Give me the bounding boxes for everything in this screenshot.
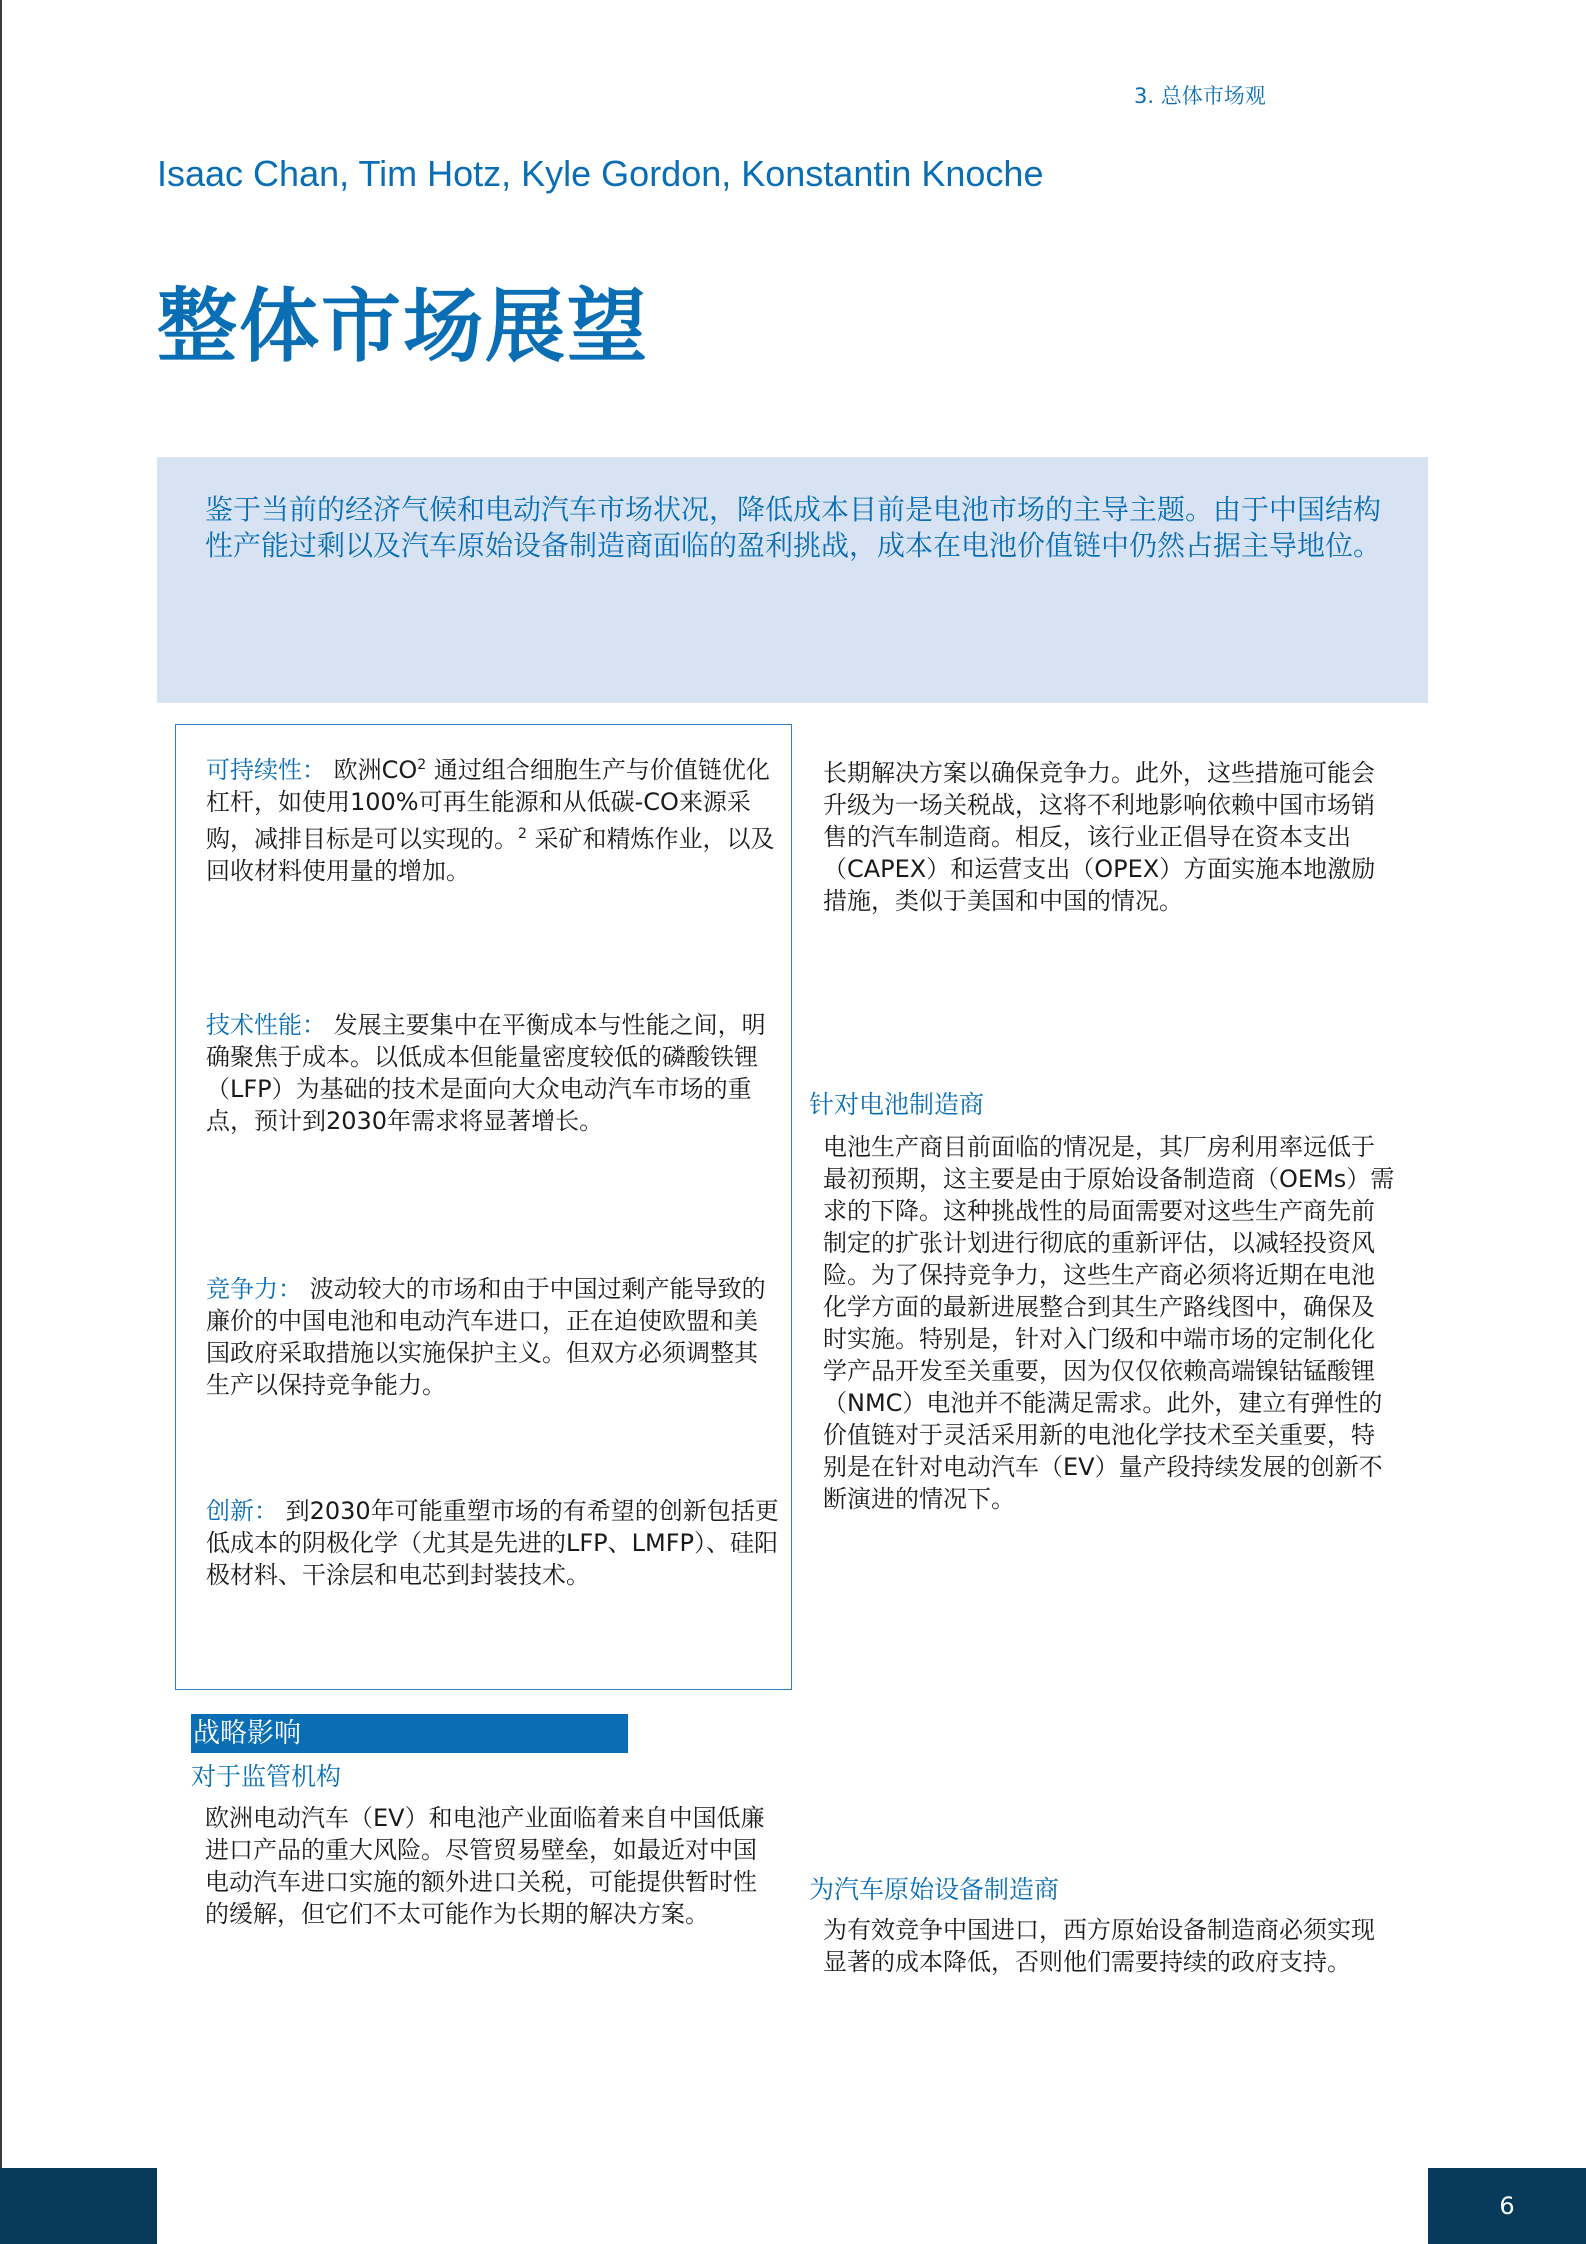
factor-sustainability xyxy=(206,749,781,887)
battery-makers-text: 电池生产商目前面临的情况是，其厂房利用率远低于最初预期，这主要是由于原始设备制造商（OEMs）需求的下降。这种挑战性的局面需要对这些生产商先前制定的扩张计划进行彻底的重新评估，以减轻投资风险。为了保持竞争力，这些生产商必须将近期在电池化学方面的最新进展整合到其生产路线图中，确保及时实施。特别是，针对入门级和中端市场的定制化化学产品开发至关重要，因为仅仅依赖高端镍钴锰酸锂（NMC）电池并不能满足需求。此外，建立有弹性的价值链对于灵活采用新的电池化学技术至关重要，特别是在针对电动汽车（EV）量产段持续发展的创新不断演进的情况下。 xyxy=(823,1133,1395,1513)
factor-label: 可持续性： xyxy=(206,756,326,784)
factor-text: 欧洲CO xyxy=(326,756,418,784)
superscript: 2 xyxy=(518,826,527,842)
oems-heading: 为汽车原始设备制造商 xyxy=(809,1875,1060,1904)
intro-text: 鉴于当前的经济气候和电动汽车市场状况，降低成本目前是电池市场的主导主题。由于中国结构性产能过剩以及汽车原始设备制造商面临的盈利挑战，成本在电池价值链中仍然占据主导地位。 xyxy=(205,493,1382,562)
authors: Isaac Chan, Tim Hotz, Kyle Gordon, Konstantin Knoche xyxy=(157,153,1044,194)
regulators-text-block xyxy=(205,1802,775,1930)
regulators-heading: 对于监管机构 xyxy=(191,1762,342,1791)
regulators-text: 欧洲电动汽车（EV）和电池产业面临着来自中国低廉进口产品的重大风险。尽管贸易壁垒，如最近对中国电动汽车进口实施的额外进口关税，可能提供暂时性的缓解，但它们不太可能作为长期的解决方案。 xyxy=(205,1804,765,1928)
oems-text: 为有效竞争中国进口，西方原始设备制造商必须实现显著的成本降低，否则他们需要持续的政府支持。 xyxy=(823,1916,1375,1976)
factor-technical-performance xyxy=(206,1009,781,1137)
battery-makers-heading: 针对电池制造商 xyxy=(809,1090,985,1119)
factor-text: 采矿和精炼作业，以及回收材料使用量的增加。 xyxy=(206,825,775,885)
page-title: 整体市场展望 xyxy=(157,280,649,373)
continuation-block xyxy=(823,757,1395,917)
page-number: 6 xyxy=(1428,2168,1586,2244)
continuation-text: 长期解决方案以确保竞争力。此外，这些措施可能会升级为一场关税战，这将不利地影响依赖中国市场销售的汽车制造商。相反，该行业正倡导在资本支出（CAPEX）和运营支出（OPEX）方面实施本地激励措施，类似于美国和中国的情况。 xyxy=(823,759,1376,915)
page-edge-line xyxy=(0,0,2,2244)
oems-block xyxy=(823,1914,1395,1978)
battery-makers-block xyxy=(823,1131,1395,1515)
superscript: 2 xyxy=(417,757,427,773)
footer-bar-left xyxy=(0,2168,157,2244)
factor-innovation xyxy=(206,1495,781,1591)
factor-text: 波动较大的市场和由于中国过剩产能导致的廉价的中国电池和电动汽车进口，正在迫使欧盟和美国政府采取措施以实施保护主义。但双方必须调整其生产以保持竞争能力。 xyxy=(206,1275,766,1399)
factor-text: 发展主要集中在平衡成本与性能之间，明确聚焦于成本。以低成本但能量密度较低的磷酸铁锂（LFP）为基础的技术是面向大众电动汽车市场的重点，预计到2030年需求将显著增长。 xyxy=(206,1011,766,1135)
factor-label: 技术性能： xyxy=(206,1011,326,1039)
factor-text: 到2030年可能重塑市场的有希望的创新包括更低成本的阴极化学（尤其是先进的LFP、LMFP）、硅阳极材料、干涂层和电芯到封装技术。 xyxy=(206,1497,779,1589)
factor-label: 创新： xyxy=(206,1497,278,1525)
strategy-heading: 战略影响 xyxy=(191,1714,628,1753)
factor-competitiveness xyxy=(206,1273,781,1401)
section-label: 3. 总体市场观 xyxy=(1134,84,1266,108)
factor-box xyxy=(175,724,792,1690)
intro-box xyxy=(157,457,1428,703)
factor-label: 竞争力： xyxy=(206,1275,302,1303)
factor-text: 通过组合细胞生产与价值链优化杠杆，如使用100%可再生能源和从低碳-CO来源采购，减排目标是可以实现的。 xyxy=(206,756,770,853)
